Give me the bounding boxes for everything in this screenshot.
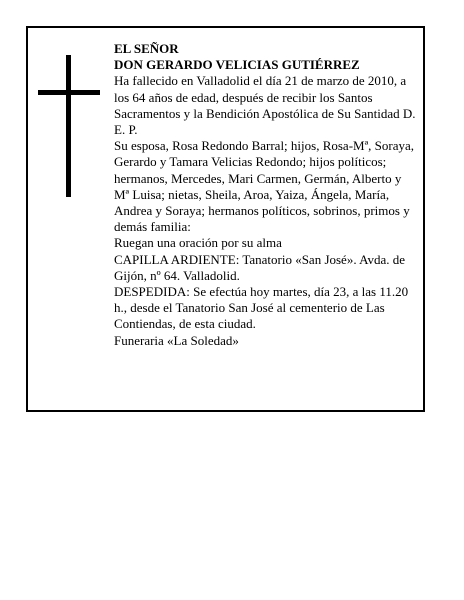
chapel-info: CAPILLA ARDIENTE: Tanatorio «San José». Avda. de Gijón, nº 64. Valladolid. — [114, 251, 406, 283]
heading-title: EL SEÑOR — [114, 41, 179, 56]
funeral-home: Funeraria «La Soledad» — [114, 332, 239, 348]
notice-text — [114, 41, 419, 349]
farewell-info: DESPEDIDA: Se efectúa hoy martes, día 23, a las 11.20 h., desde el Tanatorio San José al cementerio de Las Contiendas, de esta ciudad. — [114, 284, 409, 332]
cross-horizontal-bar — [38, 90, 100, 95]
family-list: Su esposa, Rosa Redondo Barral; hijos, Rosa-Mª, Soraya, Gerardo y Tamara Velicias Redondo; hijos políticos; hermanos, Mercedes, Mari Carmen, Germán, Alberto y Mª Luisa; nietas, Sheila, Aroa, Yaiza, Ángela, María, Andrea y Soraya; hermanos políticos, sobrinos, primos y demás familia: — [114, 138, 415, 235]
cross-vertical-bar — [66, 55, 71, 197]
deceased-name: DON GERARDO VELICIAS GUTIÉRREZ — [114, 57, 360, 73]
cross-icon — [38, 55, 100, 197]
death-announcement: Ha fallecido en Valladolid el día 21 de marzo de 2010, a los 64 años de edad, después de recibir los Santos Sacramentos y la Bendición Apostólica de Su Santidad D. E. P. — [114, 73, 416, 138]
obituary-notice — [26, 26, 425, 412]
prayer-request: Ruegan una oración por su alma — [114, 235, 282, 251]
